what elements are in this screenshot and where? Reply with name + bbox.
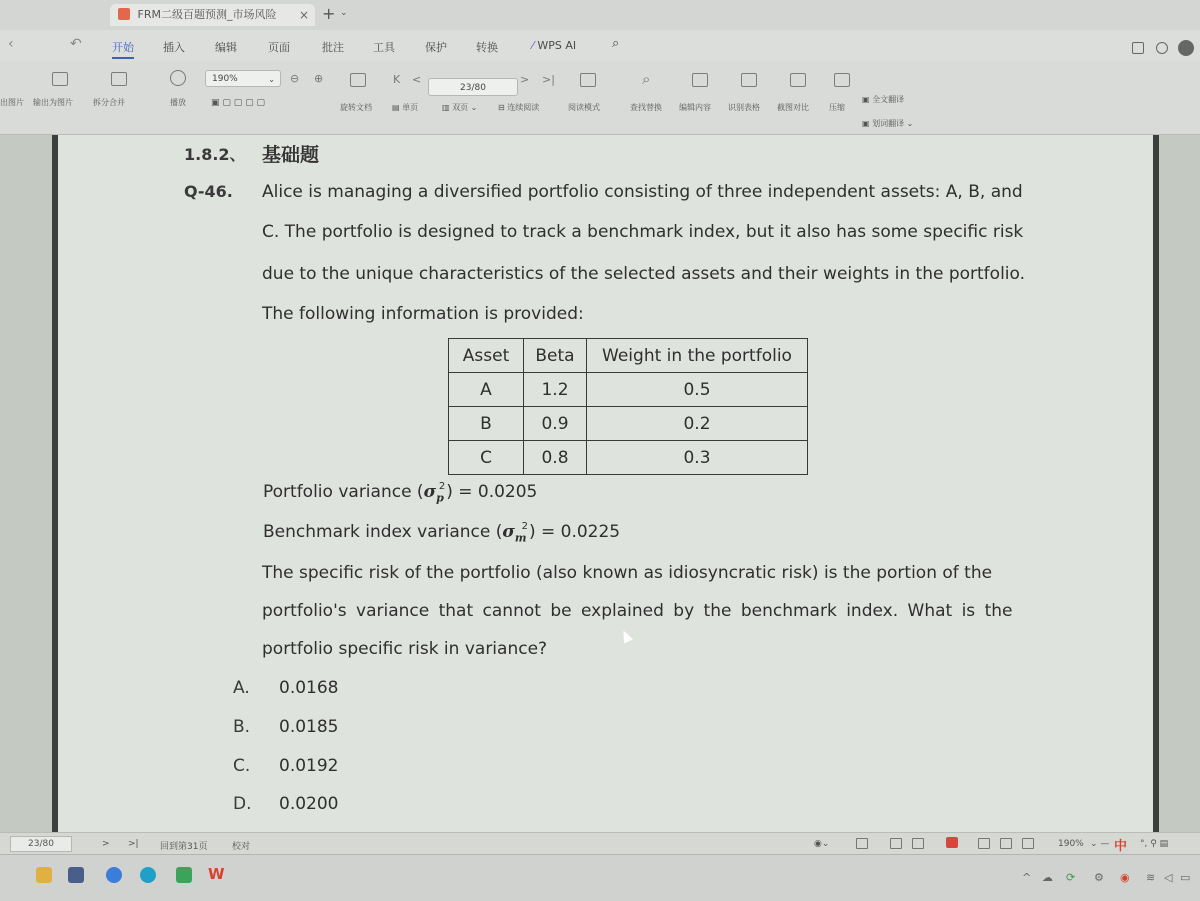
ask-line-1: The specific risk of the portfolio (also known as idiosyncratic risk) is the portion of the <box>262 563 993 583</box>
output-image-label[interactable]: 输出为图片 <box>33 98 73 107</box>
first-page-icon[interactable]: K <box>393 73 401 86</box>
wps-icon[interactable]: W <box>208 865 225 883</box>
record-icon[interactable] <box>946 837 958 848</box>
single-page-button[interactable]: ▤ 单页 <box>392 103 419 112</box>
cell-beta: 1.2 <box>524 373 587 407</box>
volume-icon[interactable]: ◁ <box>1164 871 1173 884</box>
continuous-read-button[interactable]: ⊟ 连续阅读 <box>498 103 540 112</box>
bookmark-icon[interactable] <box>1022 838 1034 849</box>
zoom-in-icon[interactable]: ⊕ <box>314 72 324 85</box>
search-icon[interactable]: ⌕ <box>612 36 620 51</box>
menu-convert[interactable]: 转换 <box>476 41 498 54</box>
chevron-down-icon: ⌄ <box>268 75 275 84</box>
option-value: 0.0168 <box>279 678 339 698</box>
split-merge-icon[interactable] <box>111 72 127 86</box>
zoom-dropdown-icon[interactable]: ⌄ — <box>1090 839 1110 849</box>
question-line-3: due to the unique characteristics of the selected assets and their weights in the portfolio. <box>262 264 1026 284</box>
rotate-icon[interactable] <box>350 73 366 87</box>
cell-beta: 0.9 <box>524 407 587 441</box>
find-icon[interactable]: ⌕ <box>642 70 651 88</box>
section-title: 基础题 <box>262 144 320 166</box>
settings-icon[interactable] <box>1156 42 1168 54</box>
table-header-row <box>449 339 808 373</box>
new-tab-icon[interactable]: + <box>322 4 336 23</box>
close-icon[interactable]: × <box>298 8 309 22</box>
menu-wps-ai-label: WPS AI <box>537 39 577 52</box>
read-mode-icon[interactable] <box>580 73 596 87</box>
taskbar <box>0 854 1200 901</box>
full-translate-button[interactable]: ▣ 全文翻译 <box>862 95 905 104</box>
sigma-symbol: σ <box>423 482 437 502</box>
screenshot-compare-label[interactable]: 截图对比 <box>777 103 809 112</box>
double-page-label: 双页 <box>452 103 469 112</box>
question-line-2: C. The portfolio is designed to track a benchmark index, but it also has some specific risk <box>262 222 1024 242</box>
pdf-icon <box>118 8 130 20</box>
next-page-icon[interactable]: > <box>102 839 110 849</box>
next-page-icon[interactable]: > <box>520 73 530 86</box>
menu-page[interactable]: 页面 <box>268 41 290 54</box>
app-tray-icon[interactable]: ◉ <box>1120 871 1130 884</box>
file-explorer-icon[interactable] <box>36 867 52 883</box>
menu-insert[interactable]: 插入 <box>163 41 185 54</box>
portfolio-variance-value: ) = 0.0205 <box>446 482 538 502</box>
cell-asset: A <box>449 373 524 407</box>
menu-wps-ai[interactable] <box>532 39 576 52</box>
chevron-down-icon[interactable]: ⌄ <box>340 8 348 18</box>
compare-icon[interactable] <box>790 73 806 87</box>
recognize-table-icon[interactable] <box>741 73 757 87</box>
status-bar <box>0 832 1200 855</box>
header-beta: Beta <box>524 339 587 373</box>
question-number: Q-46. <box>184 182 233 201</box>
sigma-subscript: m <box>514 531 527 545</box>
document-tab-title: FRM二级百题预测_市场风险 <box>137 8 277 21</box>
restore-icon[interactable] <box>1132 42 1144 54</box>
tray-expand-icon[interactable]: ^ <box>1022 871 1032 884</box>
option-value: 0.0192 <box>279 756 339 776</box>
squared-superscript: 2 <box>521 521 528 532</box>
zoom-out-icon[interactable]: ⊖ <box>290 72 300 85</box>
option-letter: B. <box>233 717 251 737</box>
view-mode-icon[interactable] <box>856 838 868 849</box>
mail-icon[interactable] <box>176 867 192 883</box>
section-number: 1.8.2、 <box>184 145 246 164</box>
question-line-1: Alice is managing a diversified portfolio consisting of three independent assets: A, B, and <box>262 182 1023 202</box>
table-row <box>449 407 808 441</box>
undo-icon[interactable]: ↶ <box>70 36 82 52</box>
benchmark-variance-label: Benchmark index variance ( <box>263 522 503 542</box>
header-weight: Weight in the portfolio <box>587 339 808 373</box>
ask-line-3: portfolio specific risk in variance? <box>262 639 548 659</box>
ask-line-2: portfolio's variance that cannot be explained by the benchmark index. What is the <box>262 601 1013 621</box>
cloud-icon[interactable]: ☁ <box>1042 871 1053 884</box>
cell-weight: 0.3 <box>587 441 808 475</box>
table-row <box>449 373 808 407</box>
option-letter: A. <box>233 678 250 698</box>
ai-icon: ⁄ <box>532 39 538 52</box>
edge-icon[interactable] <box>140 867 156 883</box>
cell-weight: 0.2 <box>587 407 808 441</box>
cell-weight: 0.5 <box>587 373 808 407</box>
rotate-label[interactable]: 旋转文档 <box>340 103 372 112</box>
wifi-icon[interactable]: ≋ <box>1146 871 1156 884</box>
table-row <box>449 441 808 475</box>
ime-tools-icon[interactable]: °, ⚲ ▤ <box>1140 839 1169 849</box>
menu-home[interactable]: 开始 <box>112 39 134 59</box>
edit-content-label[interactable]: 编辑内容 <box>679 103 711 112</box>
double-view-icon[interactable] <box>912 838 924 849</box>
view-icons-row[interactable]: ▣ ▢ ▢ ▢ ▢ <box>211 98 265 108</box>
menu-bar <box>0 30 1200 62</box>
gear-icon[interactable]: ⚙ <box>1094 871 1104 884</box>
title-bar <box>0 0 1200 30</box>
portfolio-variance-label: Portfolio variance ( <box>263 482 424 502</box>
compress-label[interactable]: 压缩 <box>829 103 845 112</box>
single-page-label: 单页 <box>402 103 419 112</box>
question-line-4: The following information is provided: <box>262 304 584 324</box>
option-letter: D. <box>233 794 252 814</box>
sigma-symbol: σ <box>502 522 515 542</box>
page-number-input[interactable]: 23/80 <box>428 78 518 96</box>
word-translate-label: 划词翻译 <box>872 119 905 128</box>
continuous-read-label: 连续阅读 <box>507 103 540 112</box>
menu-tools[interactable]: 工具 <box>373 41 395 54</box>
last-page-icon[interactable]: >| <box>542 73 555 86</box>
option-value: 0.0200 <box>279 794 339 814</box>
option-letter: C. <box>233 756 251 776</box>
squared-superscript: 2 <box>438 481 446 492</box>
edit-content-icon[interactable] <box>692 73 708 87</box>
eye-icon[interactable]: ◉⌄ <box>814 839 830 849</box>
full-translate-label: 全文翻译 <box>872 95 905 104</box>
last-page-icon[interactable]: >| <box>128 839 139 849</box>
prev-page-icon[interactable]: < <box>412 73 422 86</box>
sync-icon[interactable]: ⟳ <box>1066 871 1076 884</box>
battery-icon[interactable]: ▭ <box>1180 871 1191 884</box>
recognize-table-label[interactable]: 识别表格 <box>728 103 760 112</box>
split-merge-label[interactable]: 拆分合并 <box>93 98 125 107</box>
asset-table <box>448 338 808 475</box>
read-mode-label[interactable]: 阅读模式 <box>568 103 600 112</box>
fit-page-icon[interactable] <box>978 838 990 849</box>
zoom-select[interactable] <box>205 70 281 87</box>
proofread-button[interactable]: 校对 <box>232 842 251 852</box>
find-replace-label[interactable]: 查找替换 <box>630 103 662 112</box>
back-icon[interactable]: ‹ <box>8 36 14 52</box>
cell-asset: B <box>449 407 524 441</box>
menu-edit[interactable]: 编辑 <box>215 41 237 54</box>
status-zoom[interactable]: 190% <box>1058 839 1084 849</box>
app-icon[interactable] <box>68 867 84 883</box>
user-avatar-icon[interactable] <box>1178 40 1194 56</box>
single-view-icon[interactable] <box>890 838 902 849</box>
cell-beta: 0.8 <box>524 441 587 475</box>
benchmark-variance-value: ) = 0.0225 <box>528 522 621 542</box>
zoom-value: 190% <box>212 74 238 84</box>
cell-asset: C <box>449 441 524 475</box>
double-page-button[interactable]: ▥ 双页 ⌄ <box>442 103 478 112</box>
header-asset: Asset <box>449 339 524 373</box>
menu-protect[interactable]: 保护 <box>425 41 447 54</box>
export-image-label[interactable]: 出图片 <box>0 98 24 107</box>
output-image-icon[interactable] <box>52 72 68 86</box>
menu-comment[interactable]: 批注 <box>322 41 344 54</box>
option-value: 0.0185 <box>279 717 339 737</box>
compress-icon[interactable] <box>834 73 850 87</box>
benchmark-variance-line <box>263 522 620 544</box>
word-translate-button[interactable]: ▣ 划词翻译 ⌄ <box>862 119 914 128</box>
fit-width-icon[interactable] <box>1000 838 1012 849</box>
document-tab[interactable] <box>110 4 315 26</box>
portfolio-variance-line <box>263 482 537 504</box>
sigma-subscript: p <box>436 491 444 505</box>
play-icon[interactable] <box>170 70 186 86</box>
status-page-indicator[interactable]: 23/80 <box>10 836 72 852</box>
back-to-page-link[interactable]: 回到第31页 <box>160 842 208 852</box>
play-label[interactable]: 播放 <box>170 98 186 107</box>
browser-icon[interactable] <box>106 867 122 883</box>
ime-indicator[interactable]: 中 <box>1114 839 1128 854</box>
